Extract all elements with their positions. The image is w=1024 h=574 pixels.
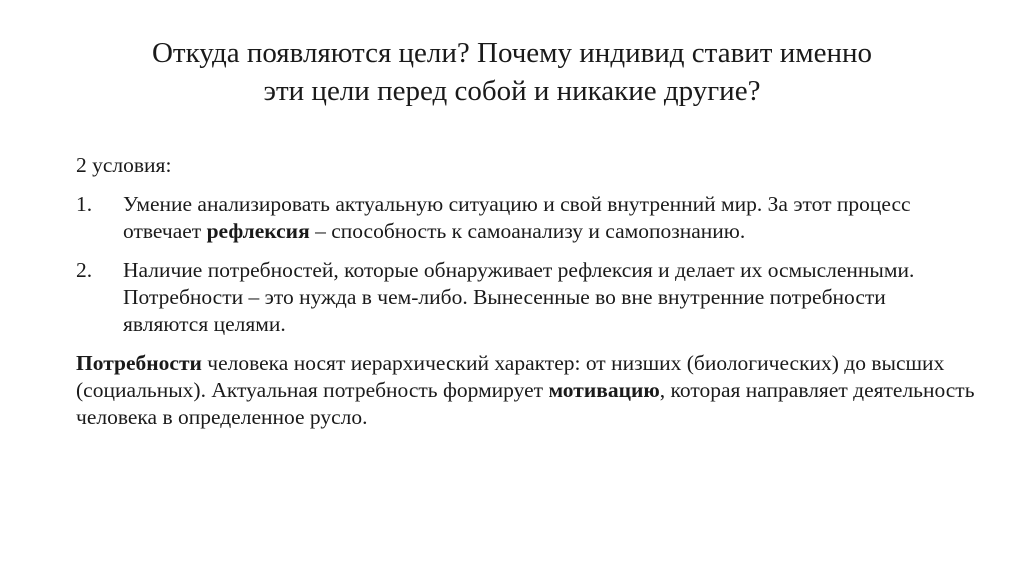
closing-bold-2: мотивацию — [548, 378, 660, 402]
closing-text-1: человека носят иерархический характер: от низших (биологических) до высших (социальных). Актуальная потребность формирует — [76, 351, 945, 402]
list-number-1: 1. — [76, 192, 93, 216]
slide-title — [60, 34, 964, 110]
closing-paragraph — [76, 350, 976, 431]
item-1-bold-term: рефлексия — [206, 219, 310, 243]
title-line-2: эти цели перед собой и никакие другие? — [263, 75, 761, 107]
slide-body — [76, 152, 976, 431]
closing-bold-1: Потребности — [76, 351, 202, 375]
list-number-2: 2. — [76, 258, 93, 282]
list-item-2 — [76, 257, 976, 338]
item-1-text-before: Умение анализировать актуальную ситуацию и свой внутренний мир. За этот процесс отвечает — [123, 192, 911, 243]
closing-text-2: , которая направляет деятельность человека в определенное русло. — [76, 378, 975, 429]
list-item-1 — [76, 191, 976, 245]
title-line-1: Откуда появляются цели? Почему индивид ставит именно — [151, 37, 872, 69]
item-1-text-after: – способность к самоанализу и самопознанию. — [309, 219, 746, 243]
conditions-intro: 2 условия: — [76, 153, 172, 177]
item-2-text: Наличие потребностей, которые обнаруживает рефлексия и делает их осмысленными. Потребности – это нужда в чем-либо. Вынесенные во вне внутренние потребности являются целями. — [123, 258, 915, 336]
